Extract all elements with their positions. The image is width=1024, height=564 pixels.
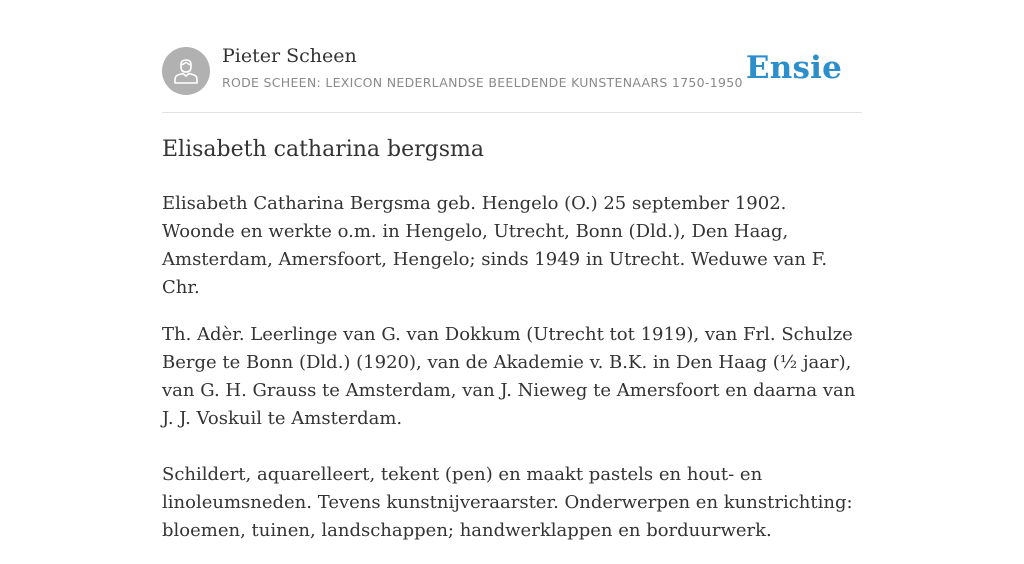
article-body [162,190,862,564]
article-header [162,0,862,113]
article-paragraph-1: Elisabeth Catharina Bergsma geb. Hengelo (O.) 25 september 1902. Woonde en werkte o.m. in Hengelo, Utrecht, Bonn (Dld.), Den Haag, Amsterdam, Amersfoort, Hengelo; sinds 1949 in Utrecht. Weduwe van F. Chr. [162,193,828,298]
author-avatar[interactable] [162,47,210,95]
article-paragraph-2: Th. Adèr. Leerlinge van G. van Dokkum (Utrecht tot 1919), van Frl. Schulze Berge te Bonn (Dld.) (1920), van de Akademie v. B.K. in Den Haag (½ jaar), van G. H. Grauss te Amsterdam, van J. Nieweg te Amersfoort en daarna van J. J. Voskuil te Amsterdam. [162,324,856,429]
ensie-logo[interactable]: Ensie [745,50,842,86]
article-paragraph-3: Schildert, aquarelleert, tekent (pen) en maakt pastels en hout- en linoleumsneden. Tevens kunstnijveraarster. Onderwerpen en kunstrichting: bloemen, tuinen, landschappen; handwerklappen en borduurwerk. [162,464,853,541]
article-title: Elisabeth catharina bergsma [162,137,485,162]
article-container [162,0,862,541]
user-silhouette-icon [171,56,201,86]
author-name[interactable]: Pieter Scheen [222,45,357,67]
source-name[interactable]: RODE SCHEEN: LEXICON NEDERLANDSE BEELDENDE KUNSTENAARS 1750-1950 [222,75,743,90]
